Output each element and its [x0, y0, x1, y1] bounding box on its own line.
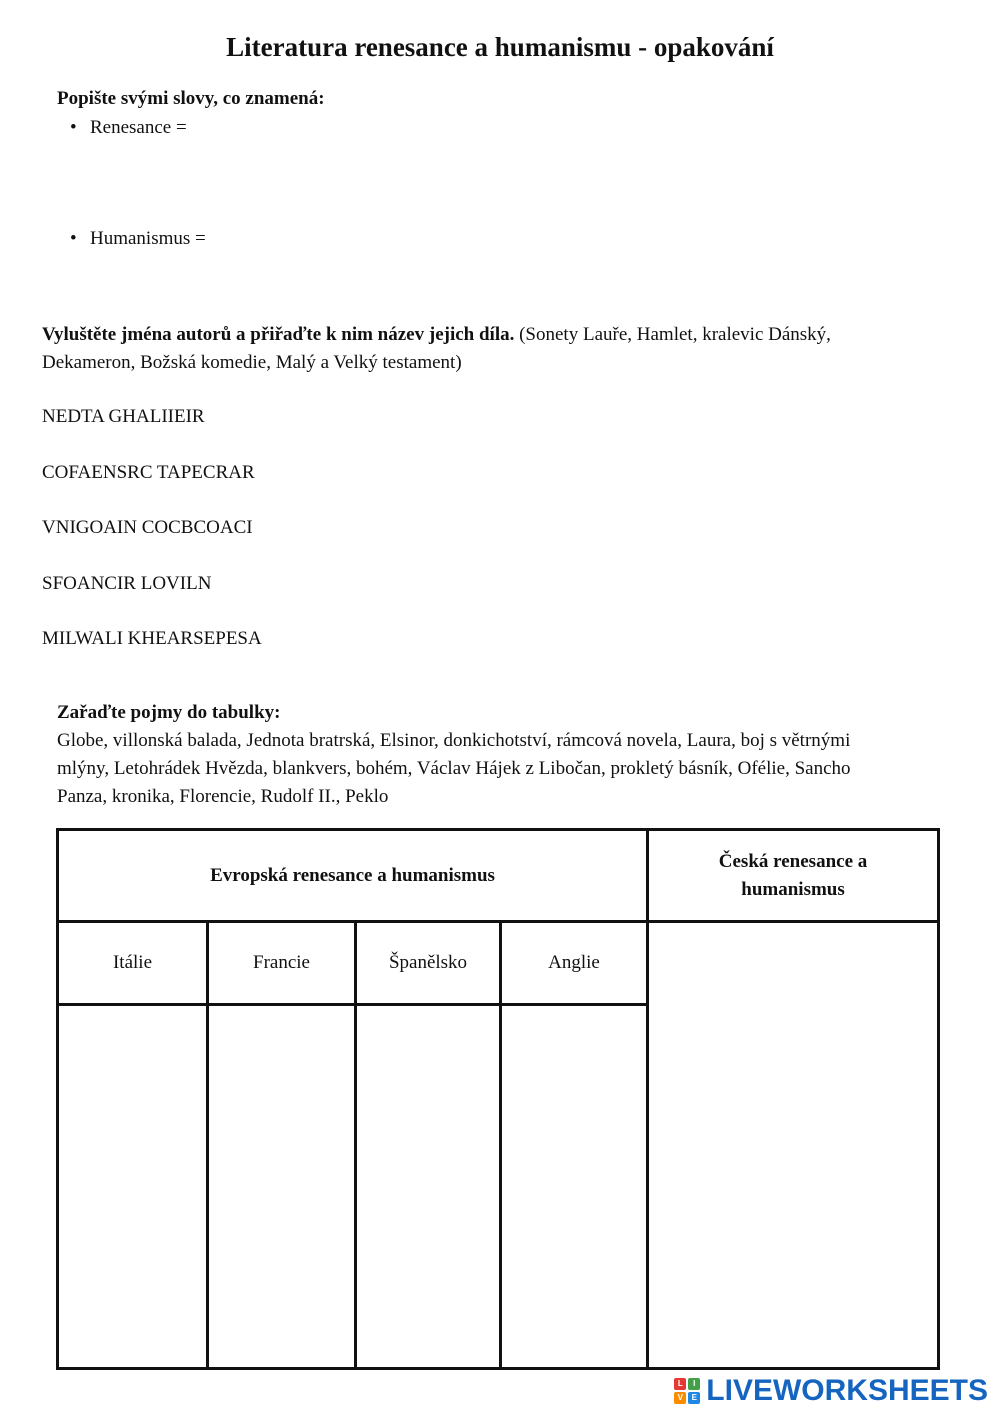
answer-cell-francie[interactable] — [208, 1005, 356, 1369]
anagram-5: MILWALI KHEARSEPESA — [42, 628, 262, 649]
liveworksheets-logo — [674, 1374, 988, 1408]
bullet-icon: • — [70, 228, 77, 249]
logo-letter: E — [688, 1392, 700, 1404]
czech-header-line2: humanismus — [741, 878, 845, 900]
anagram-2: COFAENSRC TAPECRAR — [42, 462, 255, 483]
column-header-francie: Francie — [208, 922, 356, 1005]
czech-header — [648, 830, 939, 922]
answer-cell-italie[interactable] — [58, 1005, 208, 1369]
czech-header-line1: Česká renesance a — [718, 850, 868, 872]
logo-mark-icon — [674, 1378, 700, 1404]
list-item-renesance — [70, 117, 187, 139]
terms-line-2: mlýny, Letohrádek Hvězda, blankvers, bohém, Václav Hájek z Libočan, prokletý básník, Ofélie, Sancho — [57, 758, 851, 779]
anagram-1: NEDTA GHALIIEIR — [42, 406, 205, 427]
answer-cell-czech[interactable] — [648, 922, 939, 1369]
page-title: Literatura renesance a humanismu - opakování — [226, 32, 774, 62]
list-item-label: Renesance = — [90, 117, 187, 138]
column-header-italie: Itálie — [58, 922, 208, 1005]
section2-instructions — [42, 321, 942, 377]
logo-letter: L — [674, 1378, 686, 1390]
terms-line-1: Globe, villonská balada, Jednota bratrská, Elsinor, donkichotství, rámcová novela, Laura, boj s větrnými — [57, 730, 851, 751]
anagram-4: SFOANCIR LOVILN — [42, 573, 212, 594]
section3 — [57, 699, 937, 811]
list-item-humanismus — [70, 228, 206, 250]
classification-table — [56, 828, 940, 1370]
logo-letter: I — [688, 1378, 700, 1390]
logo-text: LIVEWORKSHEETS — [706, 1374, 988, 1407]
answer-cell-spanelsko[interactable] — [356, 1005, 501, 1369]
european-header: Evropská renesance a humanismus — [58, 830, 648, 922]
logo-letter: V — [674, 1392, 686, 1404]
section2-hint-line2: Dekameron, Božská komedie, Malý a Velký testament) — [42, 352, 462, 373]
answer-cell-anglie[interactable] — [501, 1005, 648, 1369]
list-item-label: Humanismus = — [90, 228, 206, 249]
anagram-3: VNIGOAIN COCBCOACI — [42, 517, 253, 538]
terms-line-3: Panza, kronika, Florencie, Rudolf II., Peklo — [57, 786, 389, 807]
section3-heading: Zařaďte pojmy do tabulky: — [57, 702, 281, 723]
column-header-anglie: Anglie — [501, 922, 648, 1005]
section1-heading: Popište svými slovy, co znamená: — [57, 88, 325, 109]
bullet-icon: • — [70, 117, 77, 138]
column-header-spanelsko: Španělsko — [356, 922, 501, 1005]
section2-hint-line1: (Sonety Lauře, Hamlet, kralevic Dánský, — [514, 324, 831, 345]
section2-heading: Vyluštěte jména autorů a přiřaďte k nim název jejich díla. — [42, 324, 515, 345]
